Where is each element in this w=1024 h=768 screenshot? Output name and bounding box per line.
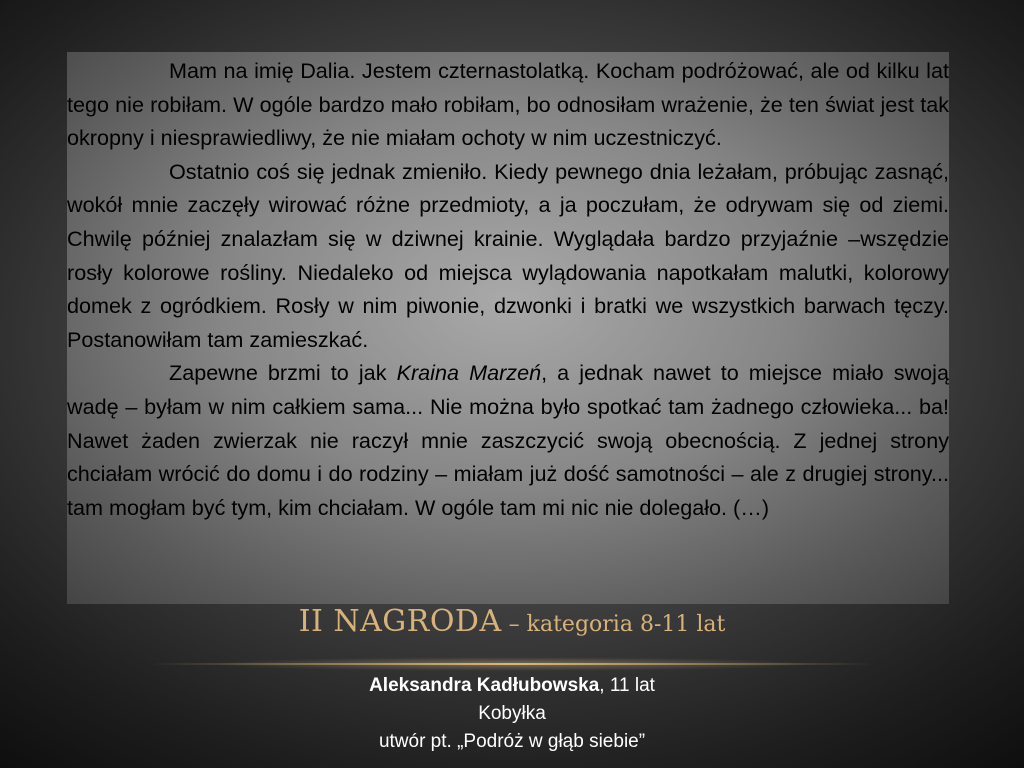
story-text [67,54,949,524]
work-title: utwór pt. „Podróż w głąb siebie” [378,731,646,752]
prize-heading [0,604,1024,639]
story-paragraph-2: Ostatnio coś się jednak zmieniło. Kiedy pewnego dnia leżałam, próbując zasnąć, wokół mnie zaczęły wirować różne przedmioty, a ja poczułam, że odrywam się od ziemi. Chwilę później znalazłam się w dziwnej krainie. Wyglądała bardzo przyjaźnie –wszędzie rosły kolorowe rośliny. Niedaleko od miejsca wylądowania napotkałam malutki, kolorowy domek z ogródkiem. Rosły w nim piwonie, dzwonki i bratki we wszystkich barwach tęczy. Postanowiłam tam zamieszkać. [67,158,949,352]
story-title-italic: Kraina Marzeń [396,360,542,386]
prize-rank: II NAGRODA [298,604,502,639]
author-age: , 11 lat [599,675,655,696]
author-town: Kobyłka [478,703,546,724]
author-info [0,672,1024,756]
story-paragraph-1: Mam na imię Dalia. Jestem czternastolatką. Kocham podróżować, ale od kilku lat tego nie robiłam. W ogóle bardzo mało robiłam, bo odnosiłam wrażenie, że ten świat jest tak okropny i niesprawiedliwy, że nie miałam ochoty w nim uczestniczyć. [67,58,949,151]
story-paragraph-3-start: Zapewne brzmi to jak [169,360,397,386]
story-paragraph-3-end: , a jednak nawet to miejsce miało swoją wadę – byłam w nim całkiem sama... Nie można było spotkać tam żadnego człowieka... ba! Nawet żaden zwierzak nie raczył mnie zaszczycić swoją obecnością. Z jednej strony chciałam wrócić do domu i do rodziny – miałam już dość samotności – ale z drugiej strony... tam mogłam być tym, kim chciałam. W ogóle tam mi nic nie dolegało. (…) [67,360,949,520]
story-paragraph-3 [67,356,949,524]
author-line [0,672,1024,700]
author-name: Aleksandra Kadłubowska [369,675,600,696]
prize-category: – kategoria 8-11 lat [501,612,726,637]
divider-line [150,663,874,665]
